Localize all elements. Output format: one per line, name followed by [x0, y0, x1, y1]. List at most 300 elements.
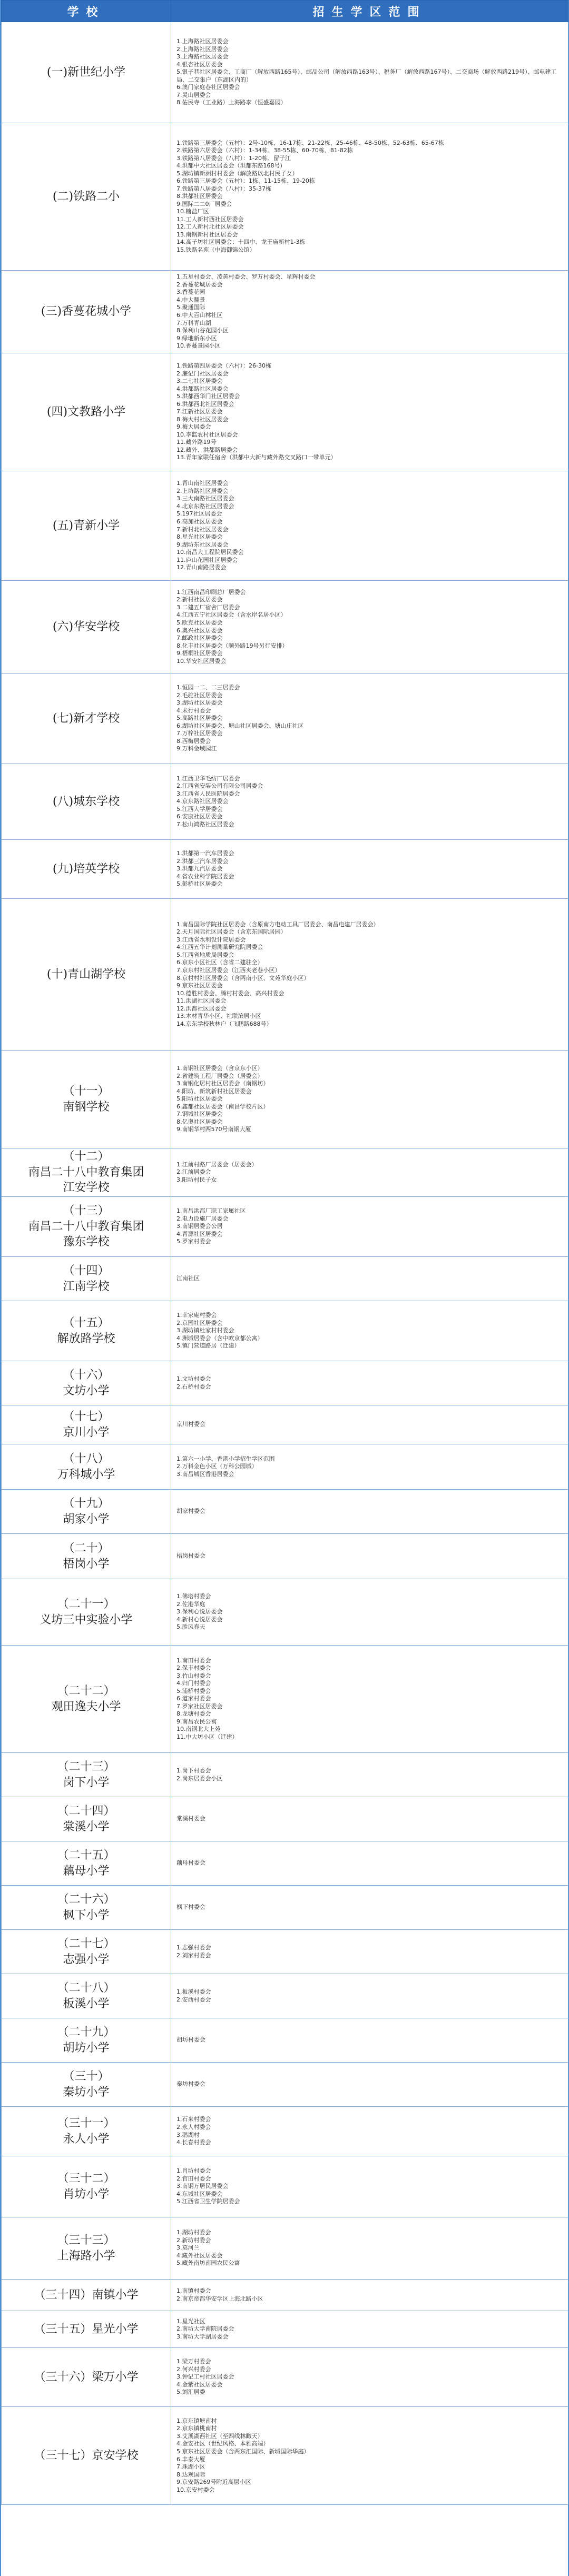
table-row — [2, 1148, 568, 1197]
zone-item: 3.湖坊镇杜家村村委会 — [176, 1327, 234, 1334]
school-name-cell — [2, 2107, 171, 2156]
zone-range-cell — [171, 1148, 568, 1197]
zone-item: 枫下村委会 — [176, 1904, 205, 1911]
zone-item: 4.江西五宁社区居委会（含水岸名居小区） — [176, 611, 287, 619]
zone-range-cell — [171, 1579, 568, 1646]
zone-item: 7.新村北社区居委会 — [176, 526, 229, 533]
zone-item: 7.珠湖小区 — [176, 2463, 205, 2471]
zone-item: 2.保丰村委会 — [176, 1665, 211, 1672]
zone-range-cell — [171, 1490, 568, 1534]
zone-item: 1.江前村路厂居委会（居委会） — [176, 1161, 258, 1168]
zone-item: 5.银子巷社区居委会、工商厂（解放西路165号）、邮品公司（解放西路163号）、税务厂（解放西路167号）、二交商场（解放西路219号）、邮电建工局、二交集户（东湖区内的） — [176, 68, 557, 83]
zone-item: 8.梅大村社区居委会 — [176, 415, 229, 423]
zone-item: 6.道家村委会 — [176, 1695, 211, 1702]
zone-list — [176, 921, 563, 1028]
school-name-line: 胡家小学 — [63, 1512, 110, 1526]
zone-item: 2.何兴村委会 — [176, 2365, 211, 2373]
school-name-line: （二十） — [63, 1541, 110, 1555]
zone-list — [176, 2229, 563, 2267]
school-name-line: （二十九） — [57, 2025, 115, 2039]
school-name-cell — [2, 2407, 171, 2505]
zone-list — [176, 1552, 563, 1560]
zone-item: 5.江西省地质局居委会 — [176, 951, 234, 958]
school-name-line: （三十四）南镇小学 — [34, 2288, 139, 2302]
table-row — [2, 899, 568, 1051]
zone-item: 3.洪都九汽居委会 — [176, 865, 223, 873]
school-name-line: （二十一） — [57, 1597, 115, 1611]
zone-item: 6.丰泰大厦 — [176, 2455, 205, 2463]
school-name-line: (十)青山湖学校 — [46, 967, 126, 981]
zone-item: 1.星光社区 — [176, 2317, 205, 2325]
zone-item: 9.梅大居委会 — [176, 423, 211, 431]
zone-list — [176, 2287, 563, 2303]
zone-list — [176, 2116, 563, 2146]
school-name-line: 板溪小学 — [63, 1997, 110, 2010]
zone-item: 4.青源社区居委会 — [176, 1230, 223, 1237]
school-name-line: 藕母小学 — [63, 1864, 110, 1878]
school-name-cell — [2, 764, 171, 840]
zone-item: 5.阳坊社区居委会 — [176, 1095, 223, 1103]
zone-item: 3.莫河兰 — [176, 2244, 200, 2252]
zone-item: 2.电力设施厂居委会 — [176, 1215, 229, 1222]
school-name-line: 枫下小学 — [63, 1908, 110, 1922]
zone-item: 4.洲城居委会（含中欧京都公寓） — [176, 1334, 263, 1342]
school-name-cell — [2, 2063, 171, 2107]
school-name-line: 解放路学校 — [57, 1332, 115, 1345]
zone-item: 3.二七社区居委会 — [176, 378, 223, 385]
table-row — [2, 1197, 568, 1257]
school-name-line: （二十二） — [57, 1684, 115, 1698]
zone-item: 5.高路社区居委会 — [176, 715, 223, 722]
school-name-line: （三十七）京安学校 — [34, 2449, 139, 2462]
school-name-cell — [2, 22, 171, 123]
school-name-line: （十三） — [63, 1204, 110, 1217]
zone-range-cell — [171, 1405, 568, 1444]
zone-item: 8.西梅居委会 — [176, 737, 211, 745]
zone-item: 1.洪都第一汽车居委会 — [176, 850, 234, 857]
zone-list — [176, 480, 563, 571]
table-row — [2, 2217, 568, 2280]
zone-item: 4.江西五华计划测量研究院居委会 — [176, 944, 263, 951]
zone-item: 1.恒园一二、二三居委会 — [176, 684, 240, 691]
zone-item: 1.梁万村委会 — [176, 2358, 211, 2365]
zone-range-cell — [171, 673, 568, 764]
table-row — [2, 1301, 568, 1361]
zone-item: 1.湖坊村委会 — [176, 2229, 211, 2236]
school-name-cell — [2, 2348, 171, 2407]
zone-range-cell — [171, 2156, 568, 2217]
table-row — [2, 471, 568, 581]
zone-list — [176, 1859, 563, 1867]
school-name-line: 京川小学 — [63, 1425, 110, 1439]
school-name-cell — [2, 2280, 171, 2311]
zone-item: 4.金紫社区居委会 — [176, 2381, 223, 2388]
zone-item: 2.官田村委会 — [176, 2175, 211, 2182]
zone-item: 3.南钢化居村社区居委会（南钢坊） — [176, 1080, 269, 1087]
zone-item: 京川村委会 — [176, 1421, 205, 1428]
school-name-cell — [2, 1974, 171, 2018]
table-row — [2, 764, 568, 840]
table-row — [2, 2311, 568, 2348]
zone-list — [176, 273, 563, 350]
zone-item: 2.万科金色小区（万科公园城） — [176, 1463, 258, 1470]
zone-item: 7.罗家社区居委会 — [176, 1702, 223, 1710]
zone-item: 5.浦桥村委会 — [176, 1687, 211, 1695]
school-name-line: （三十五）星光小学 — [34, 2322, 139, 2336]
table-row — [2, 2348, 568, 2407]
school-name-line: 文坊小学 — [63, 1384, 110, 1398]
zone-range-cell — [171, 2280, 568, 2311]
zone-range-cell — [171, 1534, 568, 1579]
school-name-cell — [2, 1301, 171, 1361]
school-name-line: (八)城东学校 — [52, 795, 120, 808]
zone-item: 1.肖坊村委会 — [176, 2167, 211, 2175]
school-name-cell — [2, 2311, 171, 2348]
table-row — [2, 22, 568, 123]
zone-item: 6.澳门家庭巷社区居委会 — [176, 84, 240, 91]
zone-list — [176, 1312, 563, 1350]
zone-item: 14.京东学校秋林户（飞鹏路688号） — [176, 1020, 272, 1027]
zone-item: 12.洪都社区居委会 — [176, 1005, 227, 1012]
zone-item: 1.铁路第四居委会（六村）：26-30栋 — [176, 362, 271, 370]
zone-list — [176, 1593, 563, 1631]
zone-item: 12.藏外、洪都路居委会 — [176, 446, 238, 453]
zone-item: 11.庐山花园社区居委会 — [176, 556, 238, 563]
zone-item: 2.江前居委会 — [176, 1168, 211, 1176]
zone-list — [176, 1904, 563, 1911]
zone-item: 10.香蔓景园小区 — [176, 342, 221, 350]
zone-item: 14.高子坊社区居委会：十四中、龙王庙新村1-3栋 — [176, 239, 306, 246]
school-name-cell — [2, 471, 171, 581]
zone-range-cell — [171, 1974, 568, 2018]
zone-item: 3.香蔓花园 — [176, 289, 205, 296]
zone-item: 15.铁路名苑（中海御锦公馆） — [176, 246, 256, 253]
zone-range-cell — [171, 1753, 568, 1797]
zone-item: 3.竹山村委会 — [176, 1672, 211, 1679]
zone-list — [176, 1508, 563, 1515]
table-row — [2, 1930, 568, 1974]
school-name-line: （十九） — [63, 1497, 110, 1510]
table-row — [2, 581, 568, 673]
zone-item: 9.京东社区居委会 — [176, 982, 223, 989]
zone-item: 2.上坊路社区居委会 — [176, 487, 229, 494]
zone-item: 1.佛塔村委会 — [176, 1593, 211, 1600]
zone-item: 2.刘家村委会 — [176, 1951, 211, 1959]
zone-item: 10.华安社区居委会 — [176, 657, 227, 665]
school-name-line: 梧岗小学 — [63, 1557, 110, 1571]
zone-item: 1.上海路社区居委会 — [176, 38, 229, 45]
zone-list — [176, 140, 563, 254]
school-name-line: 南钢学校 — [63, 1100, 110, 1114]
zone-item: 6.鑫都社区居委会（南昌学校片区） — [176, 1103, 269, 1110]
school-name-cell — [2, 1405, 171, 1444]
zone-item: 4.新村心悦居委会 — [176, 1616, 223, 1623]
zone-item: 2.佐港华庭 — [176, 1600, 205, 1608]
zone-item: 4.金安社区（世纪风格、本雅高端） — [176, 2440, 269, 2448]
table-row — [2, 2018, 568, 2063]
zone-item: 7.万科青山湖 — [176, 319, 211, 326]
table-row — [2, 2063, 568, 2107]
zone-item: 5.洪都西华门社区居委会 — [176, 393, 240, 400]
zone-list — [176, 2036, 563, 2044]
zone-list — [176, 1455, 563, 1479]
zone-item: 4.长春村委会 — [176, 2139, 211, 2146]
table-header-row — [2, 1, 568, 22]
zone-item: 3.江西省水利设计院居委会 — [176, 936, 246, 943]
zone-item: 5.罗家村委会 — [176, 1238, 211, 1245]
zone-range-cell — [171, 2348, 568, 2407]
school-name-cell — [2, 1646, 171, 1753]
zone-list — [176, 1275, 563, 1283]
zone-item: 8.化丰社区居委会（顺外路19号另行安排） — [176, 642, 288, 649]
zone-item: 6.奥兴社区居委会 — [176, 627, 223, 634]
zone-item: 8.达观国际 — [176, 2471, 205, 2478]
zone-list — [176, 2358, 563, 2396]
school-name-cell — [2, 1930, 171, 1974]
zone-item: 2.安西村委会 — [176, 1996, 211, 2003]
zone-item: 2.岗东居委会小区 — [176, 1775, 223, 1782]
school-name-cell — [2, 673, 171, 764]
zone-item: 4.中大翻景 — [176, 296, 205, 303]
zone-item: 10.京安村委会 — [176, 2486, 215, 2493]
zone-item: 7.铁路第八居委会（八村）：35-37栋 — [176, 185, 271, 192]
zone-item: 8.洪都社区居委会 — [176, 193, 223, 200]
table-row — [2, 1646, 568, 1753]
table-row — [2, 1361, 568, 1405]
zone-item: 1.幸家庵村委会 — [176, 1312, 217, 1319]
zone-item: 1.志强村委会 — [176, 1944, 211, 1951]
zone-range-cell — [171, 1930, 568, 1974]
zone-list — [176, 1421, 563, 1429]
zone-item: 13.青年家联任宿舍（洪都中大新与藏外路交叉路口一带单元） — [176, 454, 337, 461]
zone-item: 9.京安路269号附近高层小区 — [176, 2479, 251, 2486]
zone-item: 8.星光社区居委会 — [176, 533, 223, 541]
school-name-cell — [2, 1361, 171, 1405]
zone-range-cell — [171, 271, 568, 353]
zone-item: 1.板溪村委会 — [176, 1988, 211, 1995]
zone-item: 2.天月国际社区居委会（含京东国际居园） — [176, 928, 287, 936]
school-name-line: (九)培英学校 — [52, 862, 120, 876]
zone-item: 11.中大坊小区（迁建） — [176, 1733, 238, 1740]
zone-item: 3.上海路社区居委会 — [176, 53, 229, 61]
zone-item: 2.洪都三汽车居委会 — [176, 857, 229, 865]
school-name-cell — [2, 1490, 171, 1534]
school-name-cell — [2, 1534, 171, 1579]
table-row — [2, 2156, 568, 2217]
zone-item: 1.五星村委会、凌黄村委会、罗万村委会、星辉村委会 — [176, 273, 316, 281]
school-name-line: （十八） — [63, 1452, 110, 1465]
school-name-line: (五)青新小学 — [52, 519, 120, 532]
school-name-line: 岗下小学 — [63, 1776, 110, 1789]
school-name-cell — [2, 1886, 171, 1930]
school-name-cell — [2, 1841, 171, 1886]
zone-item: 1.南昌国际学院社区居委会（含原南方电动工具厂居委会、南昌电建厂居委会） — [176, 920, 379, 928]
zone-item: 3.二建五厂宿舍厂居委会 — [176, 603, 240, 611]
school-name-cell — [2, 1257, 171, 1301]
zone-item: 10.糖盐厂区 — [176, 208, 209, 215]
zone-item: 8.保利山谷花园小区 — [176, 327, 229, 334]
zone-item: 3.南昌城区香港居委会 — [176, 1470, 234, 1478]
zone-item: 12.工人新村北社区居委会 — [176, 223, 244, 231]
zone-item: 3.三大南路社区居委会 — [176, 495, 234, 502]
school-name-line: 万科城小学 — [57, 1468, 115, 1481]
table-body — [2, 22, 568, 2505]
zone-item: 3.鹅湖村 — [176, 2131, 200, 2138]
zone-range-cell — [171, 1841, 568, 1886]
zone-item: 2.南坊大学南院居委会 — [176, 2325, 234, 2333]
table-row — [2, 2107, 568, 2156]
school-name-cell — [2, 1197, 171, 1257]
zone-item: 4.洪都中大社区居委会（洪都东路168号) — [176, 162, 282, 170]
zone-item: 6.高加社区居委会 — [176, 518, 223, 525]
school-name-line: (三)香蔓花城小学 — [41, 305, 132, 319]
zone-item: 4.阳坊、新筑新村社区居委会 — [176, 1087, 252, 1095]
zone-item: 6.中大百山林社区 — [176, 312, 223, 319]
school-name-line: （二十三） — [57, 1760, 115, 1774]
zone-item: 9.南昌农民公寓 — [176, 1718, 217, 1725]
school-name-line: 南昌二十八中教育集团 — [28, 1165, 144, 1179]
table-row — [2, 673, 568, 764]
table-row — [2, 353, 568, 471]
zone-list — [176, 1944, 563, 1959]
zone-range-cell — [171, 2407, 568, 2505]
zone-item: 11.藏外路19号 — [176, 439, 217, 446]
zone-item: 10.德胜村委会、腾村村委会、高兴村委会 — [176, 989, 284, 997]
zone-range-cell — [171, 123, 568, 271]
header-zone-column: 招生学区范围 — [171, 1, 568, 22]
zone-item: 10.南昌大工程院居民委会 — [176, 549, 244, 556]
zone-range-cell — [171, 22, 568, 123]
zone-list — [176, 1207, 563, 1246]
zone-item: 3.钟记工村社区居委会 — [176, 2373, 234, 2381]
zone-item: 5.197社区居委会 — [176, 510, 222, 518]
school-name-cell — [2, 2018, 171, 2063]
zone-item: 胡家村委会 — [176, 1508, 205, 1515]
zone-item: 13.南钢新村社区居委会 — [176, 231, 238, 238]
zone-item: 4.京东路社区居委会 — [176, 798, 229, 805]
school-name-line: （三十一） — [57, 2116, 115, 2130]
zone-item: 4.未行村委会 — [176, 707, 211, 714]
school-name-line: 永人小学 — [63, 2132, 110, 2146]
zone-item: 3.江西省人民医院居委会 — [176, 790, 240, 797]
school-name-cell — [2, 581, 171, 673]
zone-list — [176, 38, 563, 107]
table-row — [2, 1444, 568, 1490]
zone-list — [176, 2318, 563, 2341]
zone-item: 5.聚通国际 — [176, 304, 205, 311]
zone-range-cell — [171, 1301, 568, 1361]
zone-item: 5.湖坊镇新洲村村委会（解放路以北村民子女） — [176, 170, 298, 177]
zone-item: 7.松山鸿路社区居委会 — [176, 820, 234, 828]
school-name-cell — [2, 1579, 171, 1646]
zone-item: 7.灵山居委会 — [176, 91, 211, 98]
zone-item: 5.胜风春天 — [176, 1623, 205, 1631]
zone-item: 8.龙塘村委会 — [176, 1710, 211, 1718]
zone-item: 2.京东镇桃南村 — [176, 2425, 217, 2432]
table-row — [2, 840, 568, 899]
zone-item: 8.亿奥社区居委会 — [176, 1118, 223, 1125]
zone-item: 2.新坊村委会 — [176, 2236, 211, 2244]
school-name-line: 肖坊小学 — [63, 2187, 110, 2201]
zone-item: 3.南钢居委会公居 — [176, 1223, 223, 1230]
school-name-line: （二十四） — [57, 1804, 115, 1818]
zone-range-cell — [171, 353, 568, 471]
zone-item: 7.江新社区居委会 — [176, 408, 223, 415]
zone-item: 藕母村委会 — [176, 1859, 205, 1867]
school-name-cell — [2, 2217, 171, 2280]
zone-item: 9.湖坊东社区居委会 — [176, 541, 229, 548]
school-name-line: 江南学校 — [63, 1280, 110, 1293]
school-name-line: （二十七） — [57, 1937, 115, 1950]
zone-list — [176, 2080, 563, 2088]
zone-item: 3.南坊大学湖居委会 — [176, 2333, 229, 2340]
table-row — [2, 1974, 568, 2018]
zone-list — [176, 1988, 563, 2004]
school-name-line: （三十二） — [57, 2172, 115, 2185]
zone-item: 1.文坊村委会 — [176, 1375, 211, 1382]
zone-item: 4.归门村委会 — [176, 1680, 211, 1687]
zone-item: 1.京东镇塘南村 — [176, 2417, 217, 2424]
school-name-cell — [2, 1797, 171, 1841]
zone-range-cell — [171, 2018, 568, 2063]
school-name-line: （三十六）梁万小学 — [34, 2370, 139, 2384]
zone-list — [176, 1375, 563, 1391]
zone-item: 2.江西省安装公司有限公司居委会 — [176, 782, 263, 790]
zone-range-cell — [171, 1886, 568, 1930]
zone-list — [176, 1657, 563, 1741]
zone-item: 1.南钢社区居委会（含京东小区） — [176, 1065, 263, 1072]
zone-list — [176, 1767, 563, 1782]
zone-item: 3.铁路第八居委会（八村）：1-20栋、留子江 — [176, 154, 291, 162]
school-name-cell — [2, 123, 171, 271]
zone-item: 胡坊村委会 — [176, 2036, 205, 2044]
table-row — [2, 271, 568, 353]
zone-item: 2.铁路第六居委会（六村）：1-34栋、38-55栋、60-70栋、81-82栋 — [176, 147, 353, 154]
zone-item: 2.省建筑工程厂居委会（居委会） — [176, 1072, 263, 1079]
zone-item: 4.省农业科学院居委会 — [176, 873, 234, 880]
zone-item: 5.欧克社区居委会 — [176, 619, 223, 626]
zone-item: 2.上海路社区居委会 — [176, 45, 229, 53]
school-name-line: （十七） — [63, 1410, 110, 1423]
zone-item: 2.石桥村委会 — [176, 1383, 211, 1390]
zone-item: 9.绿地新东小区 — [176, 334, 217, 342]
zone-item: 7.邮政社区居委会 — [176, 635, 223, 642]
table-row — [2, 1257, 568, 1301]
table-row — [2, 1841, 568, 1886]
zone-range-cell — [171, 764, 568, 840]
zone-range-cell — [171, 1361, 568, 1405]
zone-item: 1.南田村委会 — [176, 1657, 211, 1664]
zone-item: 1.青山南社区居委会 — [176, 480, 229, 487]
zone-range-cell — [171, 2217, 568, 2280]
school-name-line: (六)华安学校 — [52, 620, 120, 633]
zone-item: 4.洪都路社区居委会 — [176, 385, 229, 392]
table-row — [2, 1051, 568, 1148]
zone-list — [176, 2167, 563, 2206]
zone-range-cell — [171, 1197, 568, 1257]
school-name-cell — [2, 899, 171, 1051]
zone-item: 3.艾溪湖西社区（至四线林瞰天） — [176, 2432, 263, 2440]
zone-item: 5.京东社区居委会（含两东汇国际、新城国际华庭） — [176, 2448, 310, 2455]
zone-item: 棠溪村委会 — [176, 1815, 205, 1822]
zone-item: 6.洪都西北社区居委会 — [176, 400, 234, 408]
zone-item: 秦坊村委会 — [176, 2080, 205, 2088]
zone-item: 2.京园社区居委会 — [176, 1319, 223, 1326]
school-name-line: （十五） — [63, 1316, 110, 1330]
school-name-line: （十六） — [63, 1368, 110, 1382]
zone-item: 1.江西南昌印刷总厂居委会 — [176, 588, 246, 596]
school-name-line: （二十六） — [57, 1893, 115, 1906]
